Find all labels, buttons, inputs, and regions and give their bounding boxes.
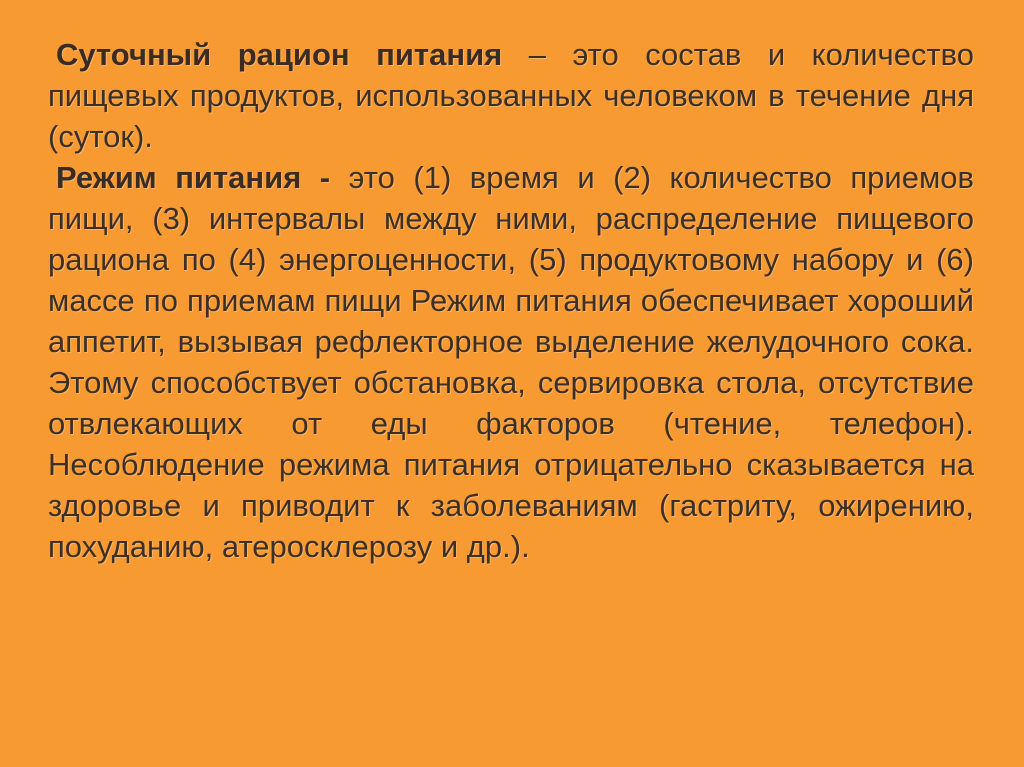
term-dash: - — [301, 160, 349, 195]
definition-daily-ration: – это состав и количество пищевых продуктов, использованных человеком в течение дня (суток). — [48, 37, 974, 154]
paragraph-daily-ration — [48, 34, 974, 157]
definition-eating-regime: это (1) время и (2) количество приемов пищи, (3) интервалы между ними, распределение пищевого рациона по (4) энергоценности, (5) продуктовому набору и (6) массе по приемам пищи Режим питания обеспечивает хороший аппетит, вызывая рефлекторное выделение желудочного сока. Этому способствует обстановка, сервировка стола, отсутствие отвлекающих от еды факторов (чтение, телефон). Несоблюдение режима питания отрицательно сказывается на здоровье и приводит к заболеваниям (гастриту, ожирению, похуданию, атеросклерозу и др.). — [48, 160, 974, 564]
paragraph-eating-regime — [48, 157, 974, 567]
term-eating-regime: Режим питания — [56, 160, 302, 195]
slide-text-body — [48, 34, 974, 567]
term-daily-ration: Суточный рацион питания — [56, 37, 503, 72]
